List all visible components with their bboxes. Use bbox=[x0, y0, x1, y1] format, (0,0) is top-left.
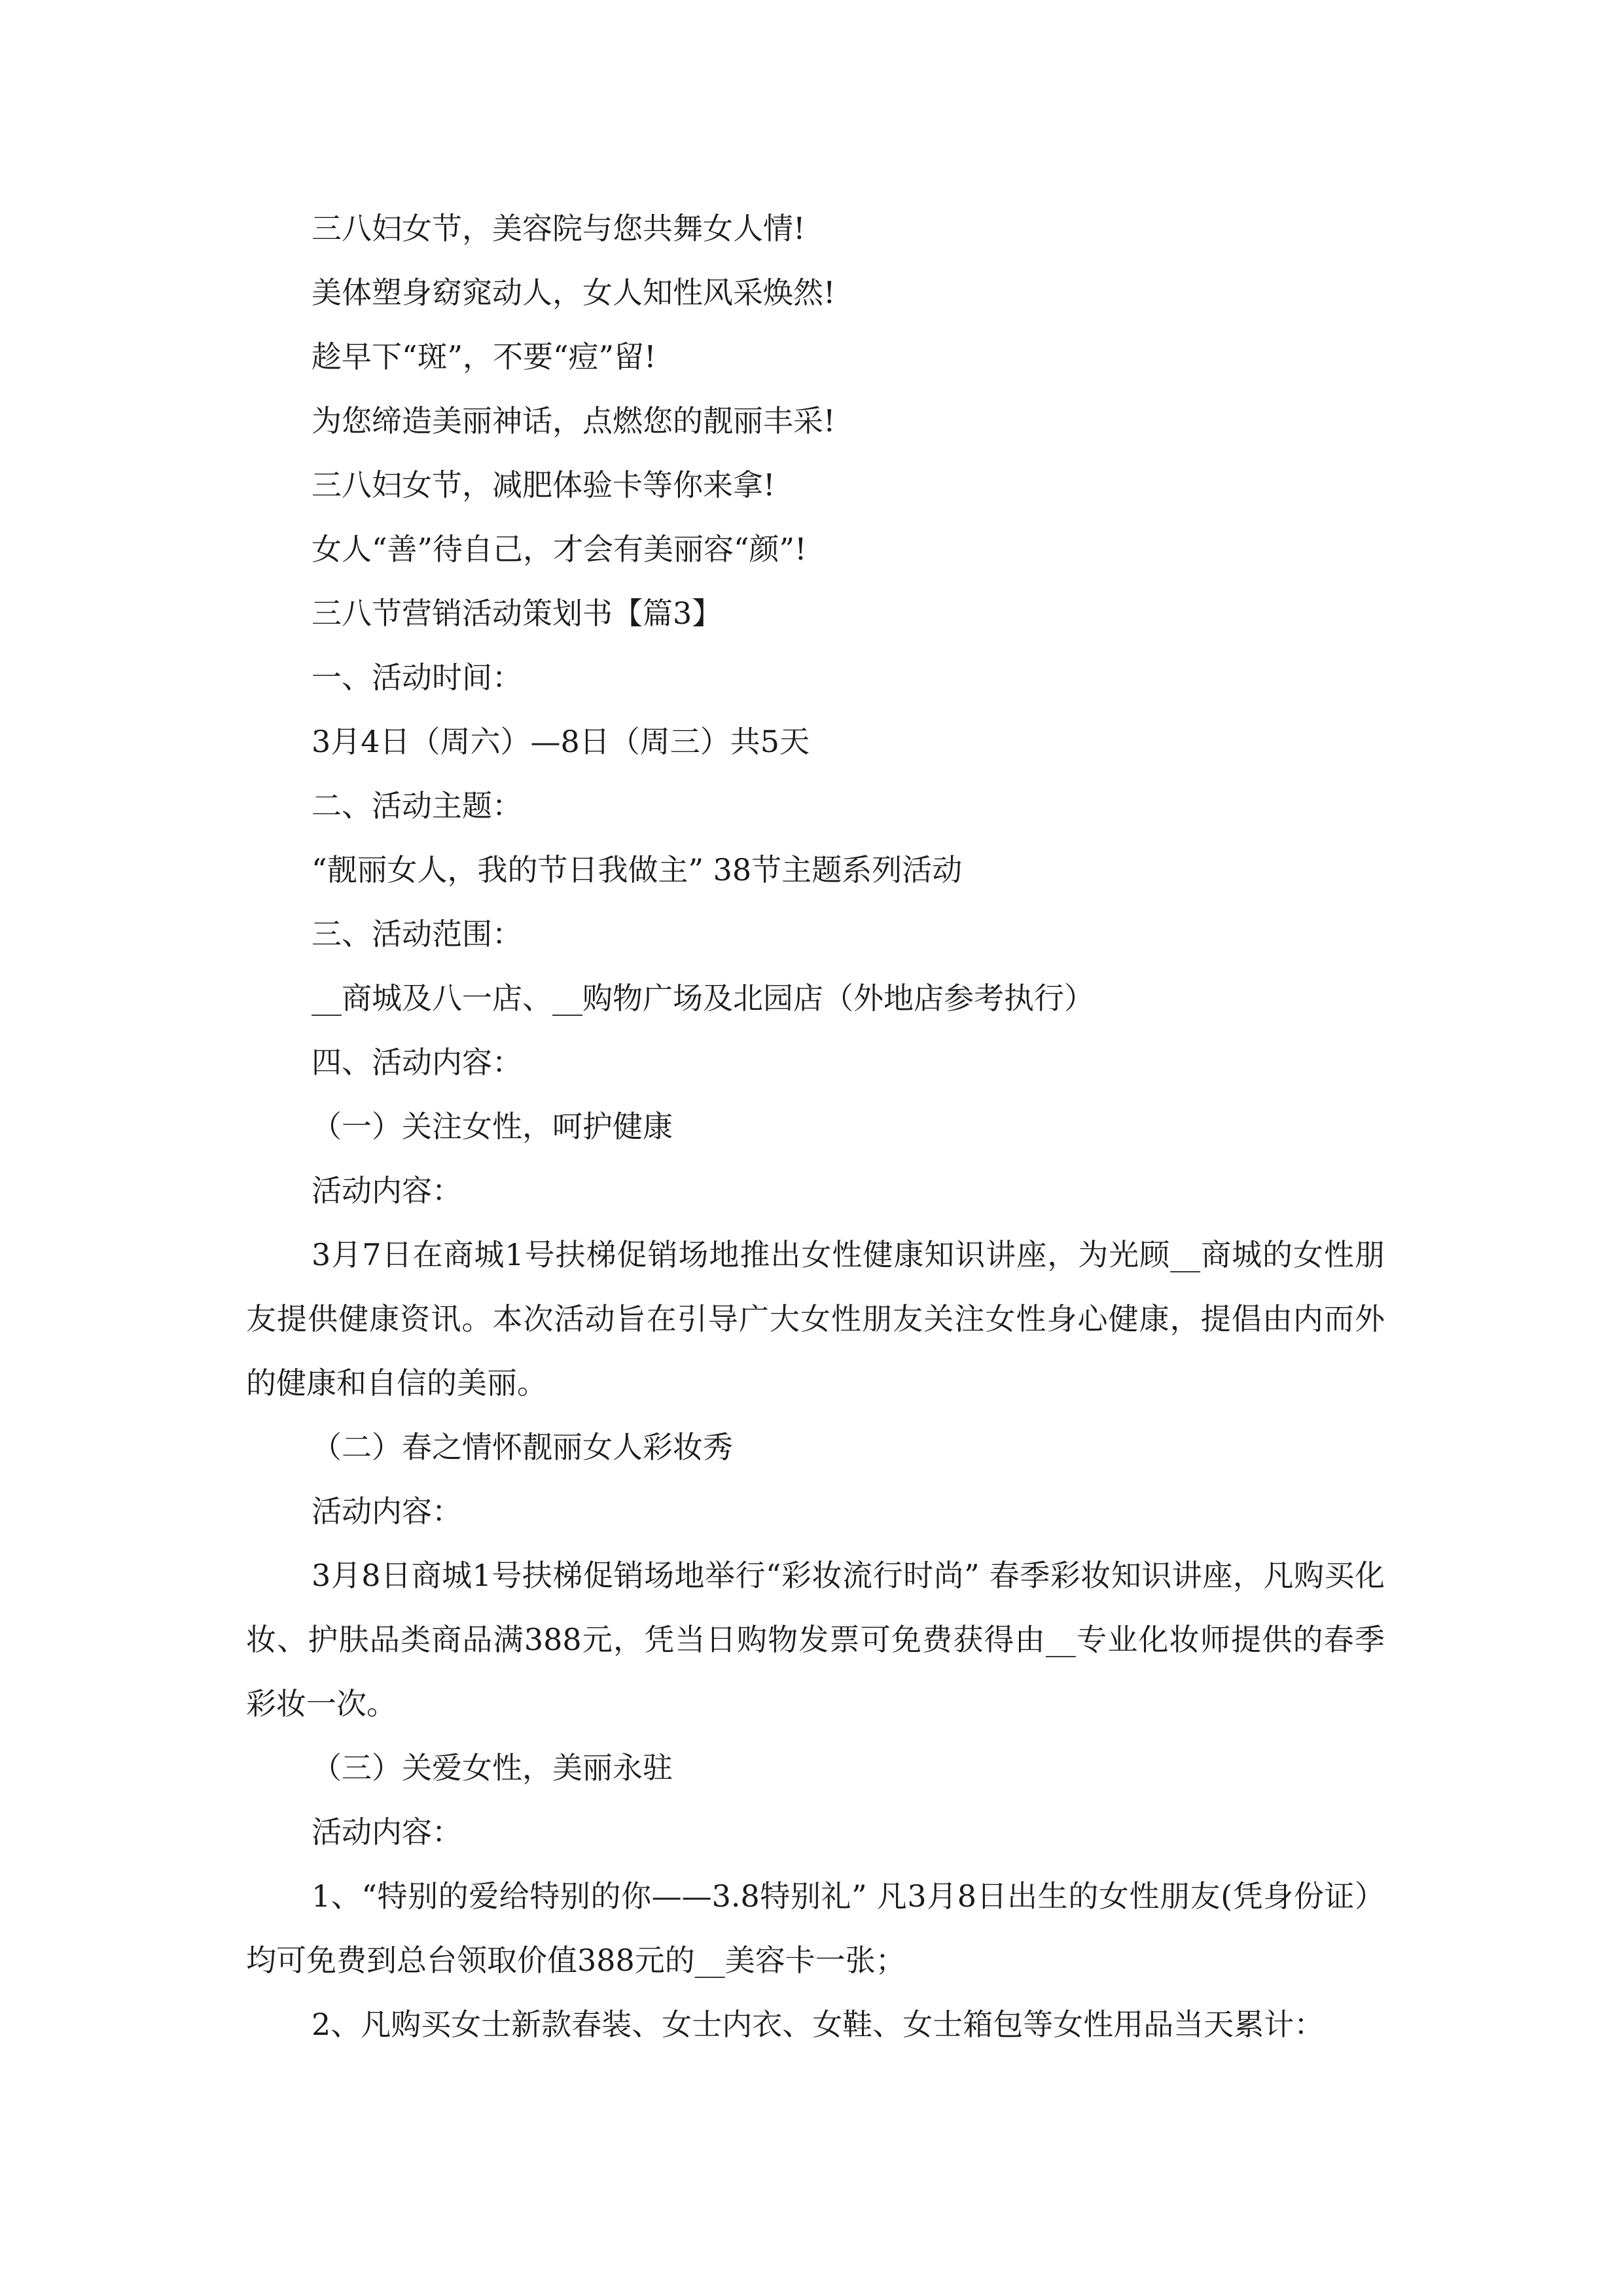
section-heading: 三八节营销活动策划书【篇3】 bbox=[312, 596, 722, 631]
subsection-title: （一）关注女性，呵护健康 bbox=[312, 1109, 673, 1144]
text-line: 女人“善”待自己，才会有美丽容“颜”! bbox=[312, 531, 807, 567]
text-line: 三八妇女节，美容院与您共舞女人情! bbox=[312, 211, 806, 246]
subheading-theme: 二、活动主题： bbox=[312, 788, 522, 823]
paragraph: 2、凡购买女士新款春装、女士内衣、女鞋、女士箱包等女性用品当天累计： bbox=[312, 2007, 1325, 2042]
subheading-content: 四、活动内容： bbox=[312, 1045, 522, 1080]
activity-label: 活动内容： bbox=[312, 1814, 462, 1850]
text-line: 三八妇女节，减肥体验卡等你来拿! bbox=[312, 467, 776, 503]
text-line: “靓丽女人，我的节日我做主” 38节主题系列活动 bbox=[312, 852, 963, 888]
document-body bbox=[246, 196, 1385, 2056]
subheading-scope: 三、活动范围： bbox=[312, 916, 522, 952]
text-line: 3月4日（周六）—8日（周三）共5天 bbox=[312, 724, 810, 759]
activity-label: 活动内容： bbox=[312, 1173, 462, 1208]
subsection-title: （二）春之情怀靓丽女人彩妆秀 bbox=[312, 1429, 733, 1465]
text-line: __商城及八一店、__购物广场及北园店（外地店参考执行） bbox=[312, 980, 1094, 1016]
activity-label: 活动内容： bbox=[312, 1494, 462, 1529]
text-line: 为您缔造美丽神话，点燃您的靓丽丰采! bbox=[312, 403, 836, 439]
text-line: 美体塑身窈窕动人，女人知性风采焕然! bbox=[312, 275, 836, 310]
paragraph: 1、“特别的爱给特别的你——3.8特别礼” 凡3月8日出生的女性朋友(凭身份证）均可免费到总台领取价值388元的__美容卡一张； bbox=[246, 1878, 1385, 1978]
subheading-time: 一、活动时间： bbox=[312, 660, 522, 695]
subsection-title: （三）关爱女性，美丽永驻 bbox=[312, 1750, 673, 1785]
paragraph: 3月8日商城1号扶梯促销场地举行“彩妆流行时尚” 春季彩妆知识讲座，凡购买化妆、护肤品类商品满388元，凭当日购物发票可免费获得由__专业化妆师提供的春季彩妆一次。 bbox=[246, 1558, 1385, 1721]
text-line: 趁早下“斑”，不要“痘”留! bbox=[312, 339, 656, 374]
paragraph: 3月7日在商城1号扶梯促销场地推出女性健康知识讲座，为光顾__商城的女性朋友提供健康资讯。本次活动旨在引导广大女性朋友关注女性身心健康，提倡由内而外的健康和自信的美丽。 bbox=[246, 1237, 1385, 1401]
